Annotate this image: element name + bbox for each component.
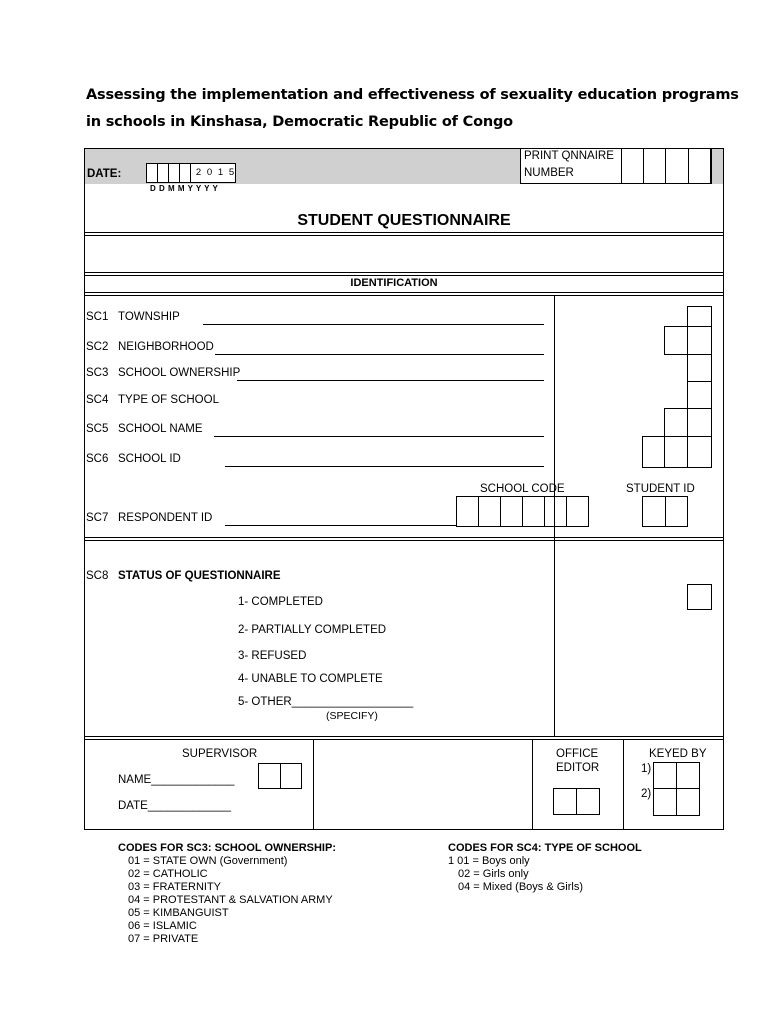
codes-sc3-item: 05 = KIMBANGUIST <box>128 907 229 919</box>
sc8-code: SC8 <box>86 570 109 582</box>
supervisor-name-field[interactable]: NAME_____________ <box>118 774 235 786</box>
sc2-code-box[interactable] <box>664 326 688 355</box>
sc3-label: SCHOOL OWNERSHIP <box>118 367 241 379</box>
school-id-field[interactable] <box>225 466 544 467</box>
sc3-code-box[interactable] <box>687 354 712 382</box>
sc1-label: TOWNSHIP <box>118 311 180 323</box>
codes-sc4-item: 1 01 = Boys only <box>448 855 530 867</box>
status-option: 5- OTHER___________________ <box>238 696 414 708</box>
sc6-code-box[interactable] <box>687 436 712 468</box>
codes-sc3-title: CODES FOR SC3: SCHOOL OWNERSHIP: <box>118 842 336 854</box>
document-title-line-2: in schools in Kinshasa, Democratic Republic of Congo <box>86 114 513 130</box>
sc7-label: RESPONDENT ID <box>118 512 213 524</box>
sc2-code: SC2 <box>86 341 109 353</box>
sc1-code-box[interactable] <box>687 306 712 327</box>
student-id-label: STUDENT ID <box>626 483 695 495</box>
keyed-by-2: 2) <box>641 788 652 800</box>
sc5-code-box[interactable] <box>687 408 712 437</box>
sc5-code-box[interactable] <box>664 408 688 437</box>
school-name-field[interactable] <box>214 436 544 437</box>
codes-sc3-item: 07 = PRIVATE <box>128 933 199 945</box>
print-qnnaire-label: PRINT QNNAIRE <box>524 150 614 162</box>
sc6-label: SCHOOL ID <box>118 453 181 465</box>
codes-sc3-item: 01 = STATE OWN (Government) <box>128 855 288 867</box>
school-code-label: SCHOOL CODE <box>480 483 565 495</box>
date-label: DATE: <box>87 168 122 180</box>
township-field[interactable] <box>203 324 544 325</box>
document-title-line-1: Assessing the implementation and effectiveness of sexuality education programs <box>86 87 739 103</box>
specify-hint: (SPECIFY) <box>326 710 378 722</box>
year-digit: 1 <box>217 167 224 178</box>
sc8-label: STATUS OF QUESTIONNAIRE <box>118 570 281 582</box>
year-digit: 2 <box>195 167 202 178</box>
status-option: 1- COMPLETED <box>238 596 323 608</box>
year-digit: 5 <box>228 167 235 178</box>
status-option: 3- REFUSED <box>238 650 307 662</box>
sc4-code-box[interactable] <box>687 381 712 409</box>
codes-sc4-item: 02 = Girls only <box>458 868 529 880</box>
status-option: 2- PARTIALLY COMPLETED <box>238 624 387 636</box>
sc1-code: SC1 <box>86 311 109 323</box>
sc7-code: SC7 <box>86 512 109 524</box>
sc4-label: TYPE OF SCHOOL <box>118 394 219 406</box>
codes-sc3-item: 02 = CATHOLIC <box>128 868 208 880</box>
sc2-label: NEIGHBORHOOD <box>118 341 214 353</box>
date-format-hint: D D M M Y Y Y Y <box>150 184 219 193</box>
sc6-code: SC6 <box>86 453 109 465</box>
codes-sc3-item: 04 = PROTESTANT & SALVATION ARMY <box>128 894 333 906</box>
sc5-code: SC5 <box>86 423 109 435</box>
print-number-label: NUMBER <box>524 167 574 179</box>
codes-sc3-item: 03 = FRATERNITY <box>128 881 222 893</box>
respondent-id-field[interactable] <box>225 525 457 526</box>
year-digit: 0 <box>206 167 213 178</box>
codes-sc4-title: CODES FOR SC4: TYPE OF SCHOOL <box>448 842 642 854</box>
keyed-by-label: KEYED BY <box>649 748 707 760</box>
codes-sc3-item: 06 = ISLAMIC <box>128 920 197 932</box>
editor-label: EDITOR <box>556 762 600 774</box>
supervisor-date-field[interactable]: DATE_____________ <box>118 800 231 812</box>
status-option: 4- UNABLE TO COMPLETE <box>238 673 383 685</box>
status-code-box[interactable] <box>687 584 712 610</box>
form-title: STUDENT QUESTIONNAIRE <box>297 212 511 229</box>
sc5-label: SCHOOL NAME <box>118 423 203 435</box>
keyed-by-1: 1) <box>641 763 652 775</box>
neighborhood-field[interactable] <box>215 354 544 355</box>
sc3-code: SC3 <box>86 367 109 379</box>
identification-heading: IDENTIFICATION <box>350 277 438 289</box>
sc6-code-box[interactable] <box>642 436 665 468</box>
sc2-code-box[interactable] <box>687 326 712 355</box>
school-ownership-field[interactable] <box>237 380 544 381</box>
sc6-code-box[interactable] <box>664 436 688 468</box>
supervisor-label: SUPERVISOR <box>182 748 258 760</box>
codes-sc4-item: 04 = Mixed (Boys & Girls) <box>458 881 584 893</box>
qnnaire-number-cells[interactable] <box>622 149 710 183</box>
office-label: OFFICE <box>556 748 599 760</box>
sc4-code: SC4 <box>86 394 109 406</box>
